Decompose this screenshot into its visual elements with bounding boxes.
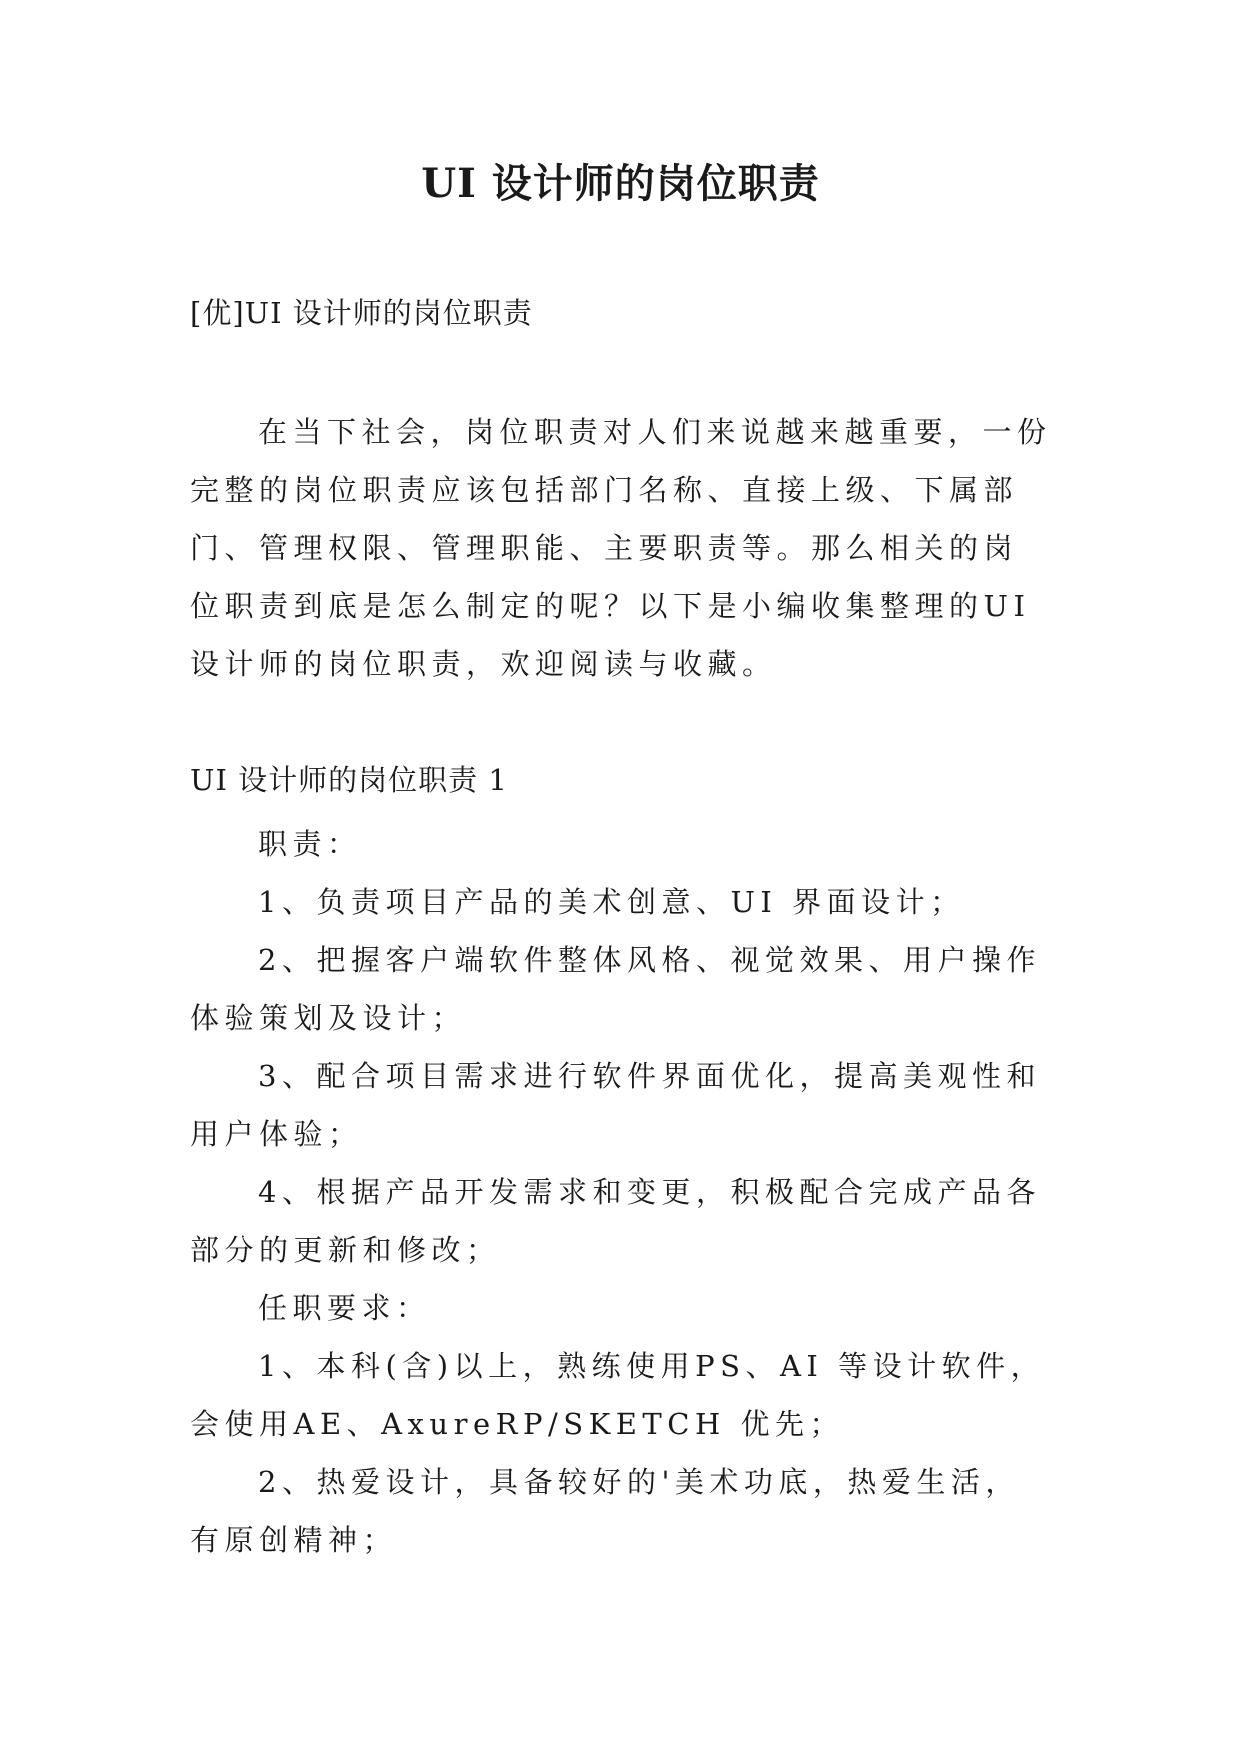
list-item-requirements-label: 任职要求：	[258, 1291, 431, 1325]
list-item: 2、热爱设计，具备较好的'美术功底，热爱生活，有原创精神；	[190, 1465, 1020, 1557]
section-heading: UI 设计师的岗位职责 1	[190, 763, 508, 797]
list-item: 3、配合项目需求进行软件界面优化，提高美观性和用户体验；	[190, 1059, 1041, 1151]
list-item: 1、负责项目产品的美术创意、UI 界面设计；	[258, 885, 965, 919]
document-subtitle: [优]UI 设计师的岗位职责	[190, 296, 533, 330]
document-title: UI 设计师的岗位职责	[421, 160, 820, 207]
intro-paragraph: 在当下社会，岗位职责对人们来说越来越重要，一份完整的岗位职责应该包括部门名称、直接上级、下属部门、管理权限、管理职能、主要职责等。那么相关的岗位职责到底是怎么制定的呢？以下是小编收集整理的UI 设计师的岗位职责，欢迎阅读与收藏。	[190, 415, 1052, 681]
list-item-duties-label: 职责：	[258, 827, 362, 861]
list-item: 1、本科(含)以上，熟练使用PS、AI 等设计软件，会使用AE、AxureRP/SKETCH 优先；	[190, 1349, 1046, 1441]
list-item: 2、把握客户端软件整体风格、视觉效果、用户操作体验策划及设计；	[190, 943, 1041, 1035]
list-item: 4、根据产品开发需求和变更，积极配合完成产品各部分的更新和修改；	[190, 1175, 1041, 1267]
duties-list	[190, 815, 1052, 1569]
